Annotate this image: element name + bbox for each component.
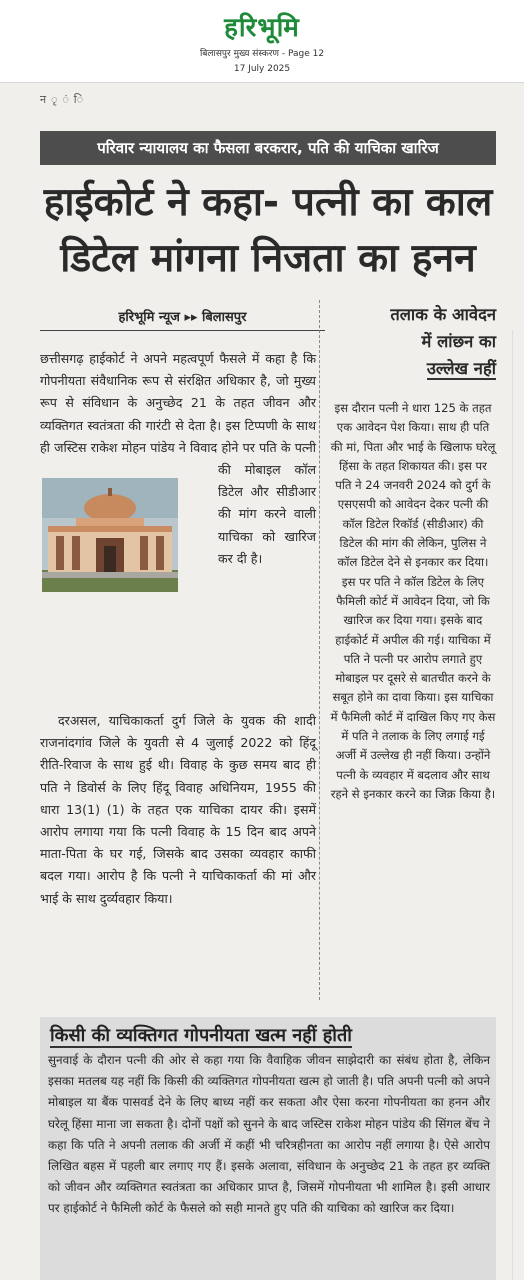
side-column-text: इस दौरान पत्नी ने धारा 125 के तहत एक आवेदन पेश किया। साथ ही पति की मां, पिता और भाई के खिलाफ घरेलू हिंसा के तहत शिकायत की। इस पर पति ने 24 जनवरी 2024 को दुर्ग के एसएसपी को आवेदन देकर पत्नी की कॉल डिटेल रिकॉर्ड (सीडीआर) की डिटेल की मांग की लेकिन, पुलिस ने कॉल डिटेल देने से इनकार कर दिया। इस पर पति ने कॉल डिटेल के लिए फैमिली कोर्ट में आवेदन दिया, जो कि खारिज कर दिया गया। इसके बाद हाईकोर्ट में अपील की गई। याचिका में पति ने पत्नी पर आरोप लगाते हुए मोबाइल पर दूसरे से बातचीत करने के सबूत होने का दावा किया। इस याचिका में फैमिली कोर्ट में दाखिल किए गए केस में पति ने तलाक के लिए लगाई गई अर्जी में उल्लेख ही नहीं किया। उन्होंने पत्नी के व्यवहार में बदलाव और साथ रहने से इनकार करने का जिक्र किया है। — [330, 401, 496, 801]
side-heading-line-1: तलाक के आवेदन — [390, 305, 496, 324]
body-paragraph: दरअसल, याचिकाकर्ता दुर्ग जिले के युवक की शादी राजनांदगांव जिले के युवती से 4 जुलाई 2022 को हिंदू रीति-रिवाज के साथ हुई थी। विवाह के कुछ समय बाद ही पति ने डिवोर्स के लिए हिंदू विवाह अधिनियम, 1955 की धारा 13(1) (1) के तहत एक याचिका दायर की। इसमें आरोप लगाया गया कि पत्नी विवाह के 15 दिन बाद अपने माता-पिता के घर गई, जिसके बाद उसका व्यवहार काफी बदल गया। आरोप है कि पत्नी ने याचिकाकर्ता की मां और भाई के साथ दुर्व्यवहार किया। — [40, 713, 316, 906]
box-text: सुनवाई के दौरान पत्नी की ओर से कहा गया कि वैवाहिक जीवन साझेदारी का संबंध होता है, लेकिन इसका मतलब यह नहीं कि किसी की व्यक्तिगत गोपनीयता खत्म हो जाती है। पति अपनी पत्नी को अपने मोबाइल या बैंक पासवर्ड देने के लिए बाध्य नहीं कर सकता और ऐसा करना गोपनीयता का हनन और घरेलू हिंसा माना जा सकता है। दोनों पक्षों को सुनने के बाद जस्टिस राकेश मोहन पांडेय की सिंगल बेंच ने कहा कि पति ने अपनी तलाक की अर्जी में कहीं भी चरित्रहीनता का आरोप नहीं लगाया है। ऐसे आरोप लिखित बहस में पहली बार लगाए गए हैं। इसके अलावा, संविधान के अनुच्छेद 21 के तहत हर व्यक्ति को जीवन और व्यक्तिगत स्वतंत्रता का अधिकार प्राप्त है, जिसमें गोपनीयता भी शामिल है। इसी आधार पर हाईकोर्ट ने फैमिली कोर्ट के फैसले को सही मानते हुए पति की याचिका को खारिज कर दिया। — [48, 1053, 490, 1216]
column-divider — [319, 300, 320, 1000]
headline-line-2: डिटेल मांगना निजता का हनन — [60, 236, 476, 281]
article-kicker: परिवार न्यायालय का फैसला बरकरार, पति की याचिका खारिज — [40, 131, 496, 165]
side-heading-line-2: में लांछन का — [421, 332, 496, 351]
edition-date: 17 July 2025 — [233, 64, 291, 74]
adjacent-column-edge — [512, 330, 524, 1280]
cut-off-text: न ृ ं ि — [40, 93, 86, 106]
edition-label: बिलासपुर मुख्य संस्करण - Page 12 — [199, 49, 325, 59]
article-headline — [40, 175, 496, 287]
box-heading-text: किसी की व्यक्तिगत गोपनीयता खत्म नहीं होती — [50, 1025, 352, 1046]
side-heading — [330, 301, 496, 382]
lead-paragraph-text: छत्तीसगढ़ हाईकोर्ट ने अपने महत्वपूर्ण फैसले में कहा है कि गोपनीयता संवैधानिक रूप से संरक्षित अधिकार है, जो मुख्य रूप से संविधान के अनुच्छेद 21 के तहत जीवन और व्यक्तिगत स्वतंत्रता की गारंटी से देता है। इस टिप्पणी के साथ ही जस्टिस राकेश मोहन पांडेय ने विवाद होने पर पति के पत्नी की मोबाइल कॉल डिटेल और सीडीआर की मांग करने वाली याचिका को खारिज कर दी है। — [40, 351, 316, 566]
newspaper-logo: हरिभूमि — [224, 13, 300, 43]
byline: हरिभूमि न्यूज ▸▸ बिलासपुर — [40, 306, 325, 331]
box-heading — [50, 1022, 490, 1050]
headline-line-1: हाईकोर्ट ने कहा- पत्नी का काल — [43, 180, 493, 225]
high-court-building-photo — [42, 478, 178, 592]
side-heading-line-3: उल्लेख नहीं — [426, 359, 496, 378]
